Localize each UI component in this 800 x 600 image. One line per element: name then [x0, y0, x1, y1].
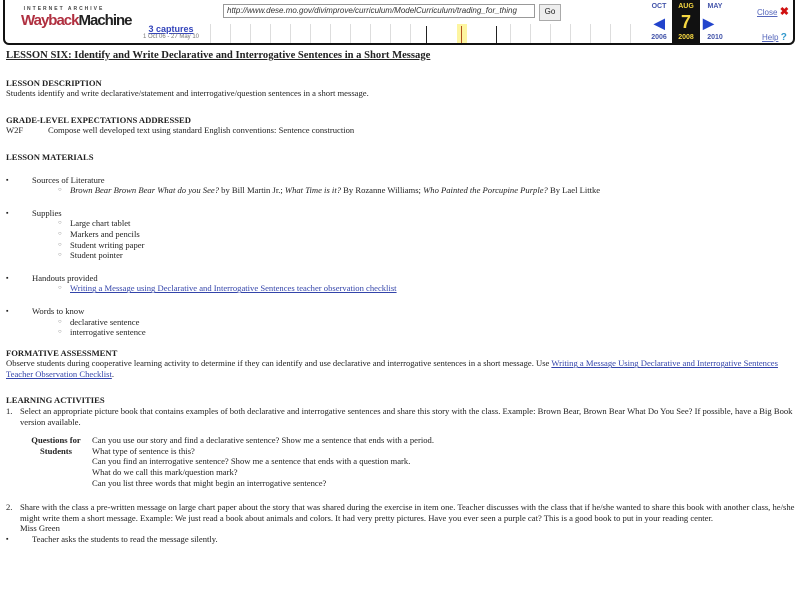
list-item [32, 185, 796, 196]
questions-label: Questions for Students [31, 435, 81, 456]
capture-mark[interactable] [496, 26, 497, 43]
question: Can you list three words that might begin an interrogative sentence? [92, 477, 327, 488]
item-number: 2. [6, 502, 13, 513]
wayback-toolbar [3, 0, 795, 45]
activity-text: Select an appropriate picture book that contains examples of both declarative and interrogative sentences and share this story with the class. Example: Brown Bear, Brown Bear What Do You See? If possible, have a Big Book version available. [20, 406, 793, 427]
list-item: ○ Markers and pencils [32, 229, 796, 240]
item-number: 1. [6, 406, 13, 417]
gle-code: W2F [6, 125, 24, 136]
list-item: ○ Student writing paper [32, 240, 796, 251]
list-item: ○ declarative sentence [32, 317, 796, 328]
captures-info [135, 24, 207, 40]
logo-top-text: INTERNET ARCHIVE [23, 6, 105, 12]
book-title: Brown Bear Brown Bear What do you See? [70, 185, 220, 196]
book-author: by Bill Martin Jr.; [219, 185, 285, 196]
capture-timeline[interactable] [210, 24, 638, 43]
materials-list [6, 175, 796, 338]
question: Can you use our story and find a declarative sentence? Show me a sentence that ends with a period. [92, 435, 434, 446]
list-item [6, 208, 796, 261]
handout-checklist-link[interactable]: Writing a Message using Declarative and Interrogative Sentences teacher observation checklist [70, 283, 397, 294]
learning-activities-heading: LEARNING ACTIVITIES [6, 395, 105, 406]
list-item: ○ Large chart tablet [32, 218, 796, 229]
list-item [32, 283, 796, 294]
period: . [111, 368, 114, 379]
next-year: 2010 [707, 34, 723, 41]
next-month: MAY [707, 3, 723, 10]
captures-range: 1 Oct 06 - 27 May 10 [142, 34, 200, 40]
activity-item [6, 406, 796, 427]
help-link[interactable]: Help [762, 33, 779, 42]
gle-row [6, 125, 796, 136]
question: Can you find an interrogative sentence? Show me a sentence that ends with a question mark. [92, 456, 411, 467]
list-item: ▪ Teacher asks the students to read the message silently. [6, 534, 796, 545]
help-button[interactable] [762, 32, 787, 43]
gle-heading: GRADE-LEVEL EXPECTATIONS ADDRESSED [6, 114, 191, 125]
current-day: 7 [680, 12, 691, 32]
lesson-description-text: Students identify and write declarative/statement and interrogative/question sentences in a short message. [6, 88, 369, 99]
list-item: ○ interrogative sentence [32, 327, 796, 338]
activity-text: Share with the class a pre-written message on large chart paper about the story that was shared during the exercise in item one. Teacher discusses with the class that if he/she wanted to share this book with another class, he/she might write them a short message. Example: We just read a book about animals and colors. It had very pretty pictures. Have you ever seen a purple cat? This is a good book to put in your reading center. [20, 502, 795, 523]
page-title: LESSON SIX: Identify and Write Declarative and Interrogative Sentences in a Short Message [6, 50, 431, 61]
handouts-label: Handouts provided [32, 272, 98, 283]
book-author: By Lael Littke [547, 185, 601, 196]
activity-item [6, 502, 796, 534]
capture-mark[interactable] [426, 26, 427, 43]
captures-link[interactable]: 3 captures [148, 24, 194, 34]
observation-checklist-link[interactable]: Writing a Message Using Declarative and Interrogative Sentences Teacher Observation Checklist [6, 358, 778, 379]
words-label: Words to know [32, 305, 85, 316]
signature: Miss Green [20, 523, 60, 534]
list-item [6, 175, 796, 196]
prev-year: 2006 [651, 34, 667, 41]
question: What type of sentence is this? [92, 445, 195, 456]
list-item [6, 306, 796, 338]
url-input[interactable]: http://www.dese.mo.gov/divimprove/curriculum/ModelCurriculum/trading_for_thing [223, 4, 535, 18]
current-year: 2008 [678, 34, 694, 41]
lesson-description-heading: LESSON DESCRIPTION [6, 77, 102, 88]
sources-label: Sources of Literature [32, 174, 105, 185]
lesson-document [6, 51, 796, 545]
logo-wayback: Wayback [21, 12, 79, 29]
go-button[interactable]: Go [539, 4, 561, 21]
supplies-label: Supplies [32, 207, 62, 218]
list-item [6, 273, 796, 294]
capture-mark-current[interactable] [457, 24, 467, 43]
current-capture [672, 0, 700, 43]
lesson-materials-heading: LESSON MATERIALS [6, 151, 94, 162]
questions-table [26, 435, 796, 488]
question: What do we call this mark/question mark? [92, 467, 238, 478]
list-item: ○ Student pointer [32, 250, 796, 261]
logo-machine: Machine [78, 12, 132, 29]
prev-month: OCT [651, 3, 667, 10]
formative-assessment-text [6, 358, 796, 379]
next-arrow-icon[interactable]: ▶ [703, 15, 714, 31]
formative-text: Observe students during cooperative learning activity to determine if they can identify and use declarative and interrogative sentences in a short message. Use [6, 358, 552, 369]
formative-assessment-heading: FORMATIVE ASSESSMENT [6, 347, 118, 358]
close-link[interactable]: Close [757, 8, 778, 17]
help-icon[interactable]: ? [780, 32, 787, 43]
close-icon[interactable]: ✖ [779, 6, 789, 18]
close-button[interactable] [757, 5, 789, 18]
book-title: What Time is it? [284, 185, 342, 196]
wayback-logo[interactable] [21, 6, 132, 29]
prev-arrow-icon[interactable]: ◀ [654, 15, 665, 31]
book-author: By Rozanne Williams; [341, 185, 424, 196]
gle-text: Compose well developed text using standard English conventions: Sentence construction [48, 125, 355, 136]
book-title: Who Painted the Porcupine Purple? [423, 185, 548, 196]
current-month: AUG [678, 3, 694, 10]
